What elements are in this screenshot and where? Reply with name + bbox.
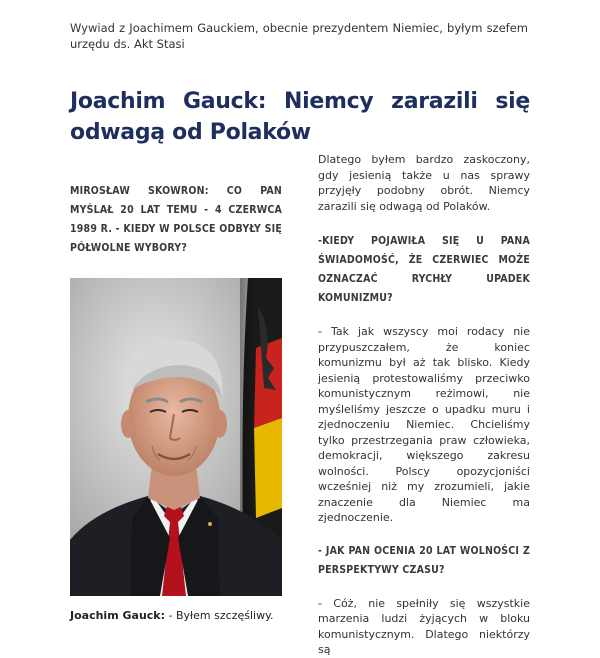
question-3: - JAK PAN OCENIA 20 LAT WOLNOŚCI Z PERSPEKTYWY CZASU? (318, 544, 530, 576)
answer-2: - Tak jak wszyscy moi rodacy nie przypuszczałem, że koniec komunizmu był aż tak blisko. Kiedy jesienią protestowaliśmy przeciwko komunistycznym reżimowi, nie myśleliśmy jeszcze o upadku muru i zjednoczeniu Niemiec. Chcieliśmy tylko przestrzegania praw człowieka, demokracji, większego zakresu wolności. Polscy opozycjoniści wcześniej niż my zrozumieli, jakie znaczenie dla Niemiec ma zjednoczenie. (318, 325, 530, 524)
caption-name: Joachim Gauck: (70, 609, 166, 622)
answer-3: - Cóż, nie spełniły się wszystkie marzenia ludzi żyjących w bloku komunistycznym. Dlatego niektórzy są (318, 596, 530, 656)
question-1: MIROSŁAW SKOWRON: CO PAN MYŚLAŁ 20 LAT TEMU - 4 CZERWCA 1989 R. - KIEDY W POLSCE ODBYŁY SIĘ PÓŁWOLNE WYBORY? (70, 185, 282, 254)
caption-text: - Byłem szczęśliwy. (165, 609, 274, 622)
right-intro-paragraph: Dlatego byłem bardzo zaskoczony, gdy jesienią także u nas sprawy przyjęły podobny obrót. Niemcy zarazili się odwagą od Polaków. (318, 153, 530, 213)
question-2: -KIEDY POJAWIŁA SIĘ U PANA ŚWIADOMOŚĆ, ŻE CZERWIEC MOŻE OZNACZAĆ RYCHŁY UPADEK KOMUNIZMU? (318, 235, 530, 304)
intro-text: Wywiad z Joachimem Gauckiem, obecnie prezydentem Niemiec, byłym szefem urzędu ds. Akt Stasi (70, 21, 528, 51)
left-column (70, 182, 282, 623)
article-title: Joachim Gauck: Niemcy zarazili się odwagą od Polaków (70, 89, 530, 145)
caption (70, 608, 282, 623)
portrait-photo (70, 278, 282, 596)
right-column (318, 152, 530, 658)
